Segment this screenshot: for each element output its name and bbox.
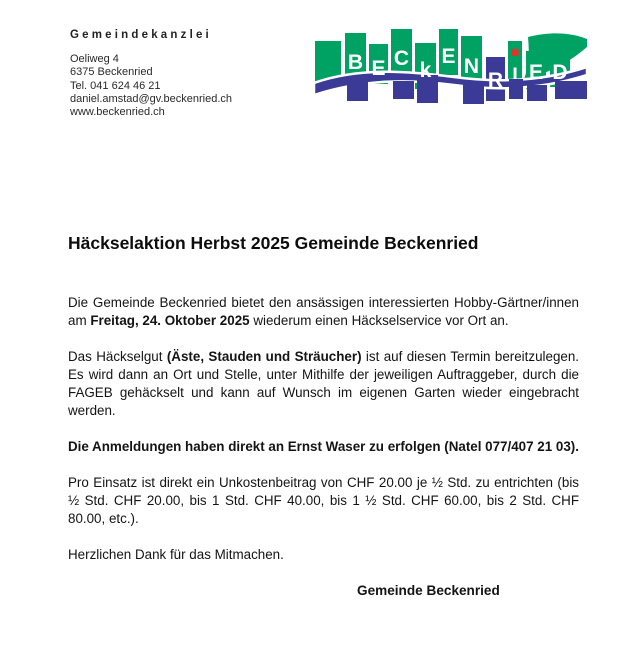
page-title: Häckselaktion Herbst 2025 Gemeinde Beckenried — [68, 233, 479, 253]
paragraph-dank: Herzlichen Dank für das Mitmachen. — [68, 547, 284, 562]
svg-text:N: N — [463, 55, 480, 78]
svg-text:E: E — [441, 45, 456, 68]
signature: Gemeinde Beckenried — [357, 583, 500, 598]
svg-text:D: D — [552, 61, 568, 84]
sender-address-line: 6375 Beckenried — [70, 66, 153, 79]
paragraph-kosten: Pro Einsatz ist direkt ein Unkostenbeitrag von CHF 20.00 je ½ Std. zu entrichten (bis ½ Std. CHF 20.00, bis 1 Std. CHF 40.00, bis 1 ½ Std. CHF 60.00, bis 2 Std. CHF 80.00, etc.). — [68, 475, 579, 526]
sender-address-line: Oeliweg 4 — [70, 53, 119, 66]
svg-text:E: E — [371, 57, 386, 80]
letterhead-sender — [70, 29, 232, 119]
sender-phone: Tel. 041 624 46 21 — [70, 79, 161, 92]
paragraph-anmeldung: Die Anmeldungen haben direkt an Ernst Waser zu erfolgen (Natel 077/407 21 03). — [68, 439, 579, 454]
sender-website: www.beckenried.ch — [70, 106, 165, 119]
svg-text:ı: ı — [512, 61, 518, 84]
svg-text:R: R — [487, 69, 504, 92]
beckenried-logo-icon — [314, 27, 588, 107]
beckenried-logo — [314, 27, 588, 107]
logo-red-dot — [512, 49, 519, 56]
svg-text:E: E — [528, 61, 544, 84]
sender-email: daniel.amstad@gv.beckenried.ch — [70, 92, 232, 105]
svg-text:B: B — [347, 51, 364, 74]
sender-office-name: Gemeindekanzlei — [70, 29, 212, 41]
svg-text:C: C — [393, 47, 410, 70]
paragraph-intro: Die Gemeinde Beckenried bietet den ansässigen interessierten Hobby-Gärtner/innen am Freitag, 24. Oktober 2025 wiederum einen Häckselservice vor Ort an. — [68, 295, 579, 328]
svg-text:k: k — [419, 59, 432, 82]
letter-body — [68, 294, 579, 600]
paragraph-haeckselgut: Das Häckselgut (Äste, Stauden und Sträucher) ist auf diesen Termin bereitzulegen. Es wird dann an Ort und Stelle, unter Mithilfe der jeweiligen Auftraggeber, durch die FAGEB gehäckselt und kann auf Wunsch im eigenen Garten wieder eingebracht werden. — [68, 349, 580, 418]
